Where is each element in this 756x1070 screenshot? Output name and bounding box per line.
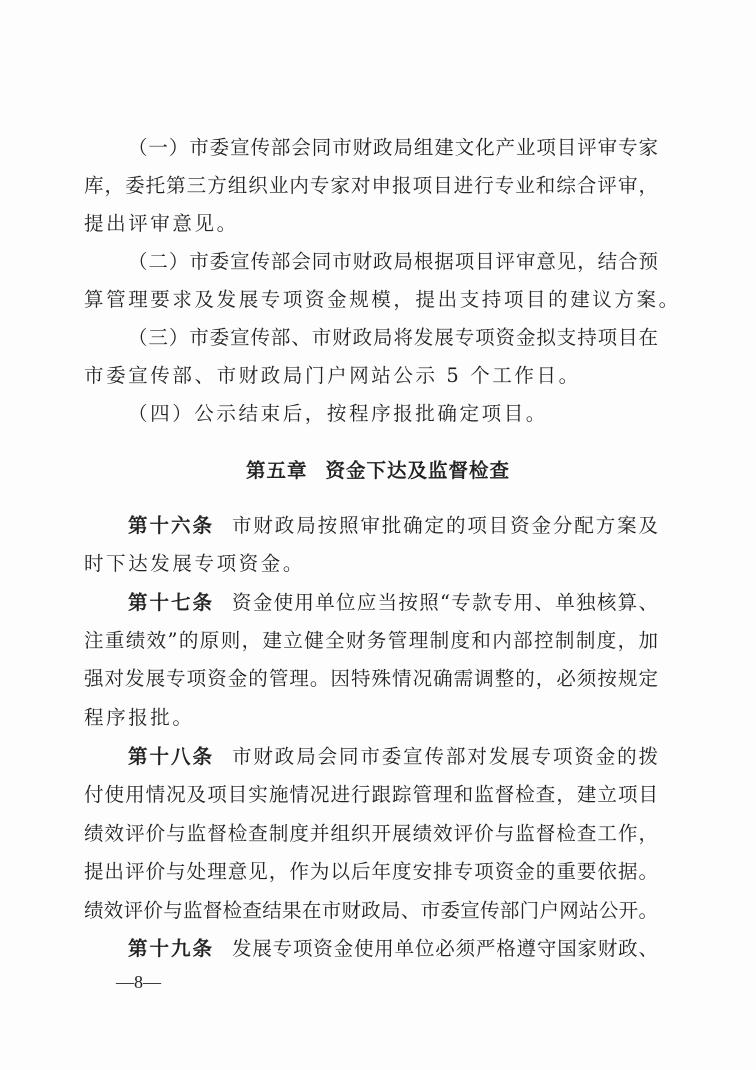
chapter-number: 第五章 (245, 459, 308, 482)
article-18 (128, 744, 658, 770)
article-lead: 第十九条 (128, 937, 215, 960)
article-16 (128, 513, 658, 539)
paragraph-line: 注重绩效”的原则，建立健全财务管理制度和内部控制制度，加 (84, 629, 658, 652)
article-lead: 第十八条 (128, 745, 215, 768)
paragraph-line: （四）公示结束后，按程序报批确定项目。 (128, 402, 548, 425)
paragraph-line: （一）市委宣传部会同市财政局组建文化产业项目评审专家 (128, 136, 658, 159)
paragraph-line: 绩效评价与监督检查制度并组织开展绩效评价与监督检查工作， (84, 822, 658, 845)
paragraph-line: 发展专项资金使用单位必须严格遵守国家财政、 (232, 937, 658, 960)
paragraph-line: （三）市委宣传部、市财政局将发展专项资金拟支持项目在 (128, 326, 658, 349)
paragraph-line: 资金使用单位应当按照“专款专用、单独核算、 (232, 591, 658, 614)
paragraph-line: 提出评审意见。 (84, 212, 239, 235)
paragraph-line: 提出评价与处理意见，作为以后年度安排专项资金的重要依据。 (84, 860, 658, 883)
article-lead: 第十六条 (128, 514, 215, 537)
article-17 (128, 590, 658, 616)
paragraph-line: 市委宣传部、市财政局门户网站公示 5 个工作日。 (84, 364, 581, 387)
paragraph-line: （二）市委宣传部会同市财政局根据项目评审意见，结合预 (128, 250, 658, 273)
chapter-heading (0, 455, 756, 483)
page-number: —8— (116, 972, 161, 992)
article-lead: 第十七条 (128, 591, 215, 614)
paragraph-line: 绩效评价与监督检查结果在市财政局、市委宣传部门户网站公开。 (84, 899, 658, 922)
paragraph-line: 市财政局按照审批确定的项目资金分配方案及 (232, 514, 658, 537)
paragraph-line: 市财政局会同市委宣传部对发展专项资金的拨 (232, 745, 658, 768)
paragraph-line: 库，委托第三方组织业内专家对申报项目进行专业和综合评审， (84, 174, 658, 197)
paragraph-line: 强对发展专项资金的管理。因特殊情况确需调整的，必须按规定 (84, 667, 658, 690)
paragraph-line: 时下达发展专项资金。 (84, 552, 306, 575)
paragraph-line: 程序报批。 (84, 706, 195, 729)
chapter-title: 资金下达及监督检查 (325, 459, 511, 482)
paragraph-line: 付使用情况及项目实施情况进行跟踪管理和监督检查，建立项目 (84, 783, 658, 806)
article-19 (128, 936, 658, 962)
paragraph-line: 算管理要求及发展专项资金规模，提出支持项目的建议方案。 (84, 288, 681, 311)
